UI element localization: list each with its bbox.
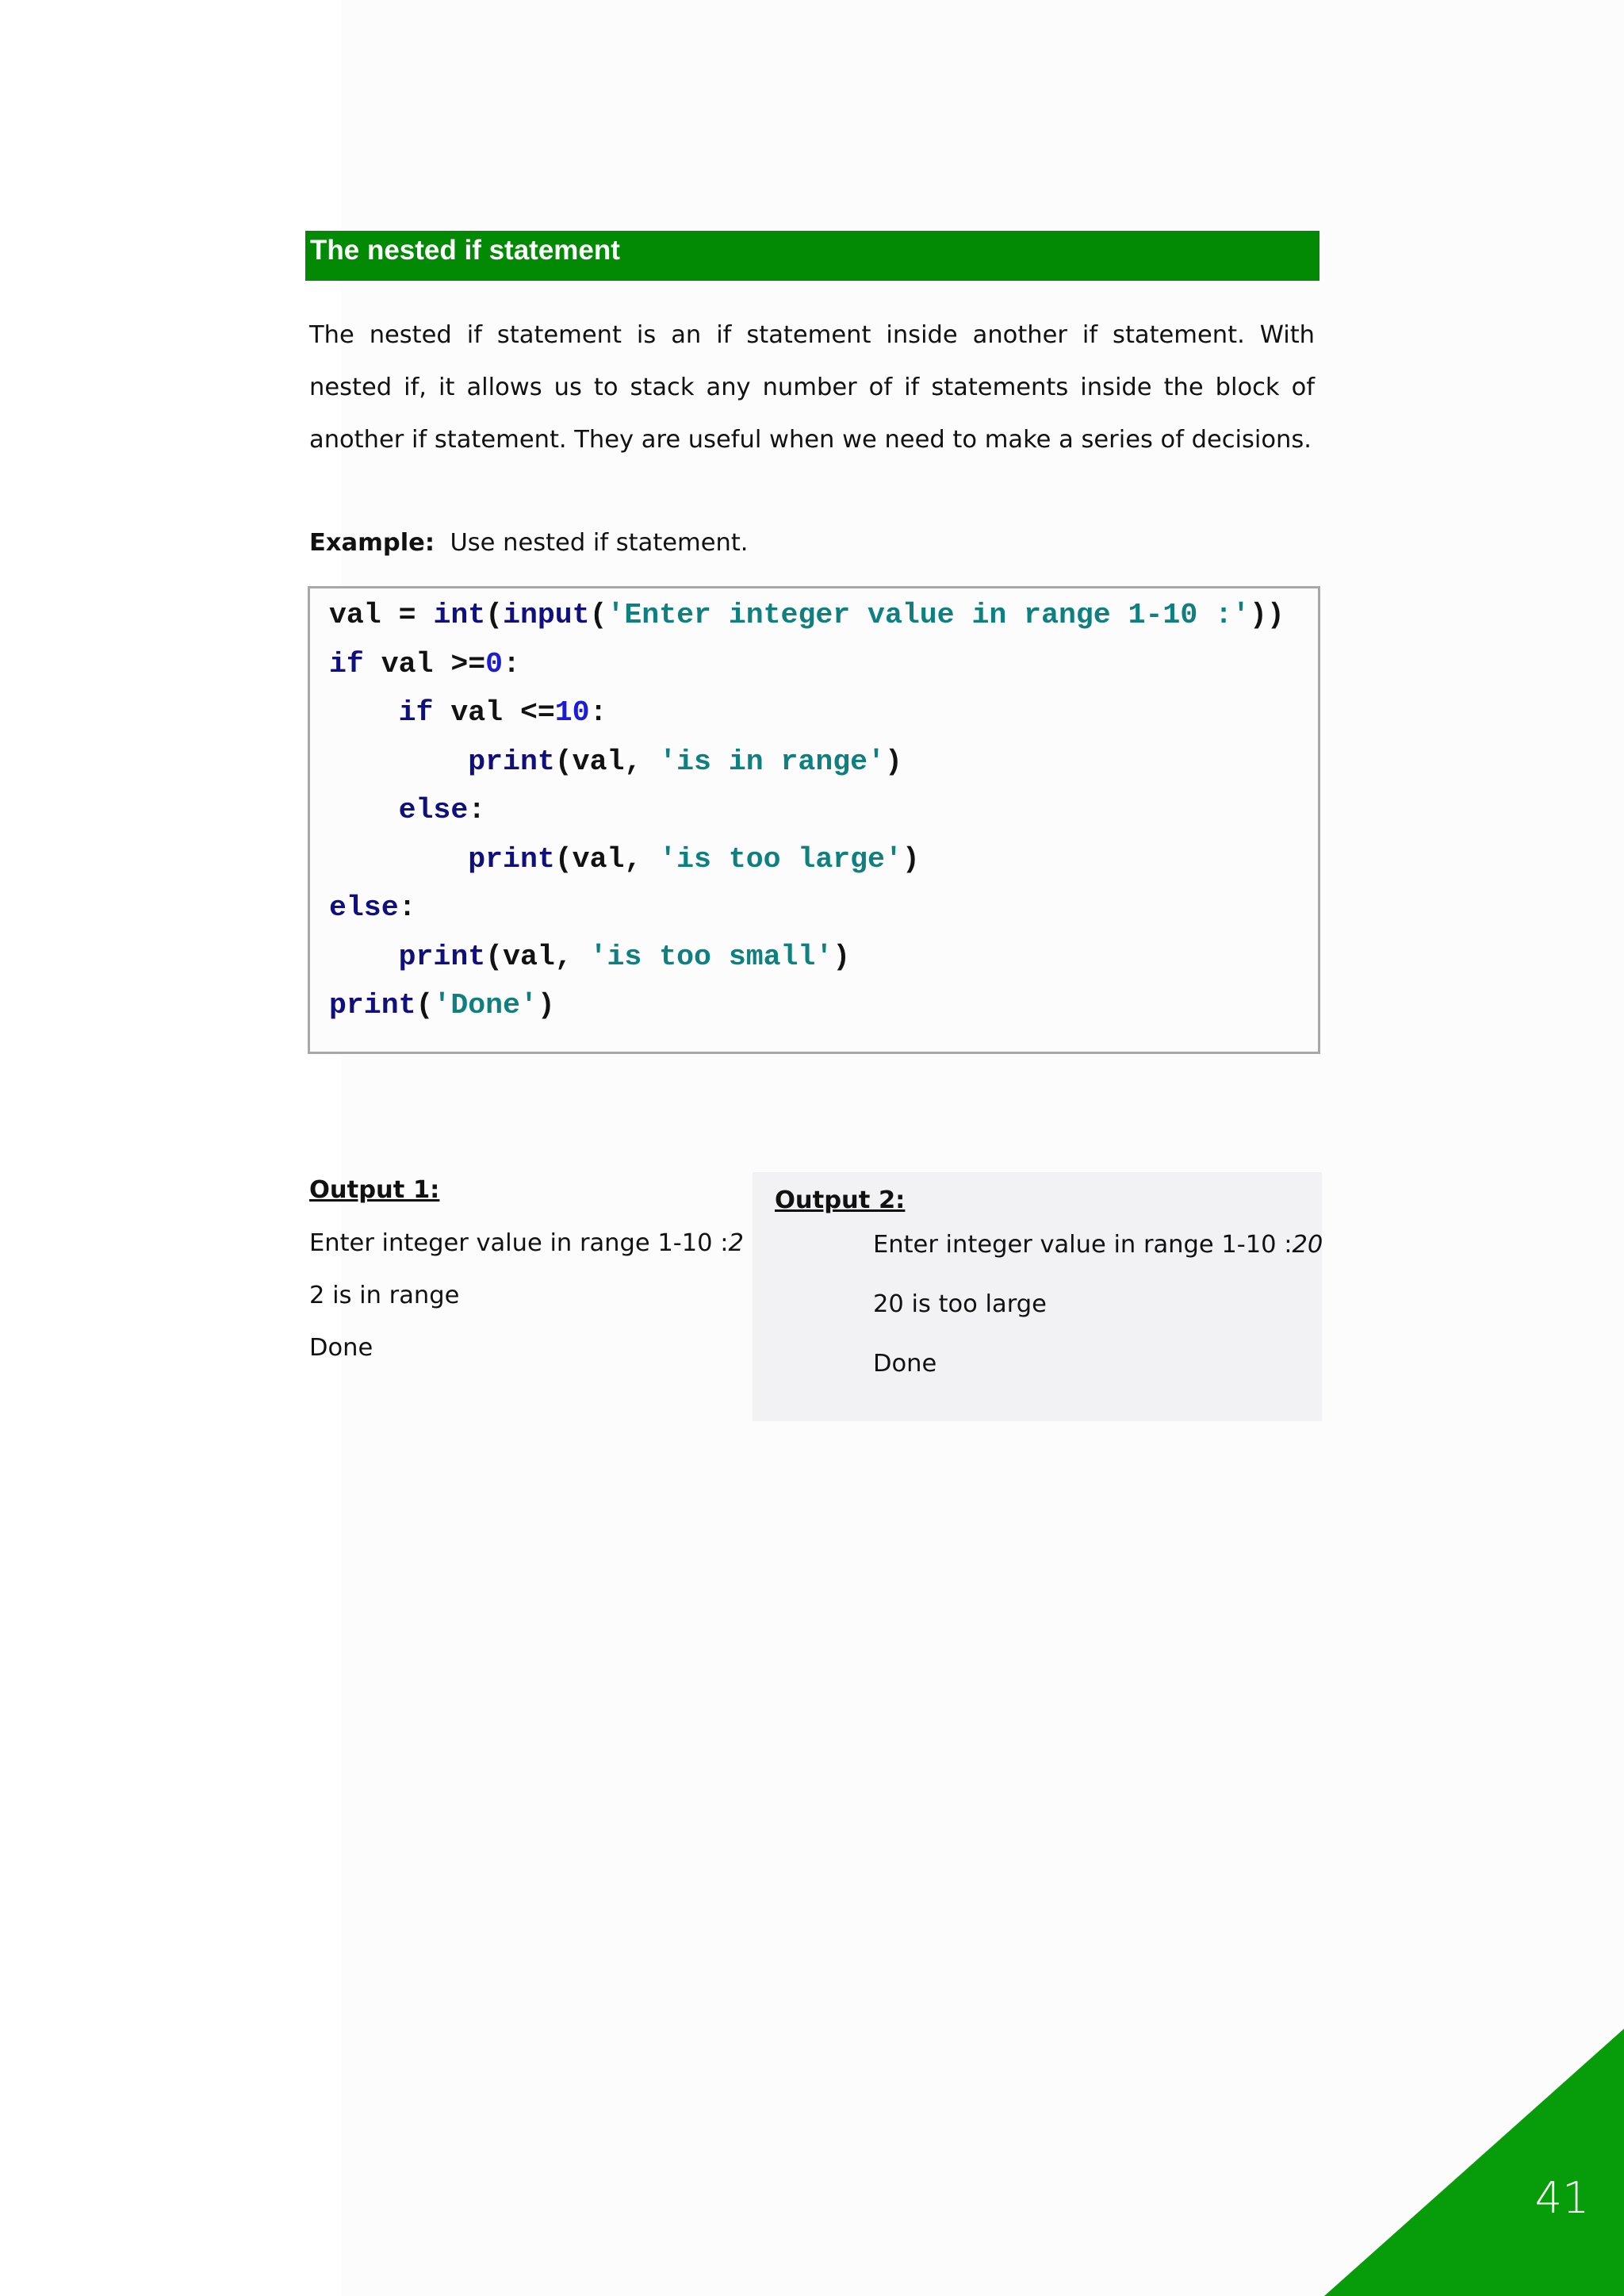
code-line: [329, 598, 1285, 633]
code-token-plain: [433, 696, 450, 729]
code-token-num: 0: [485, 647, 504, 680]
code-token-plain: :: [398, 891, 416, 924]
code-token-plain: [329, 696, 399, 729]
code-token-plain: (: [485, 940, 504, 973]
code-token-plain: ): [833, 940, 851, 973]
page-corner-triangle: [1324, 2029, 1624, 2296]
example-line: [309, 519, 749, 568]
code-line: [329, 988, 555, 1023]
code-token-kw: else: [329, 891, 399, 924]
code-token-kw: print: [329, 989, 416, 1022]
code-token-str: 'Done': [433, 989, 538, 1022]
code-token-kw: input: [503, 599, 590, 631]
code-token-plain: (: [485, 599, 504, 631]
code-token-plain: val: [381, 647, 434, 680]
code-token-str: 'is in range': [659, 745, 885, 778]
code-token-plain: >=: [433, 647, 486, 680]
code-token-plain: (: [554, 842, 573, 876]
code-token-plain: =: [381, 599, 434, 631]
output2-panel: [753, 1172, 1322, 1421]
code-token-kw: if: [398, 696, 434, 729]
code-token-plain: ): [884, 745, 902, 778]
code-line: [329, 696, 607, 730]
output2-result: 20 is too large: [873, 1290, 1047, 1318]
code-token-kw: print: [468, 842, 555, 876]
code-token-plain: ,: [624, 745, 660, 778]
intro-paragraph: The nested if statement is an if statement inside another if statement. With nested if, it allows us to stack any number of if statements inside the block of another if statement. They are useful when we need to make a series of decisions.: [309, 321, 1315, 454]
output2-input: 20: [1292, 1231, 1323, 1259]
code-line: [329, 745, 902, 780]
output2-done: Done: [873, 1350, 937, 1378]
page-margin: [0, 0, 341, 2296]
code-token-plain: val: [450, 696, 504, 729]
code-token-kw: int: [433, 599, 486, 631]
output1-title: Output 1:: [309, 1176, 440, 1204]
section-header-bar: [305, 231, 1320, 281]
code-token-plain: :: [503, 647, 520, 680]
code-token-plain: ): [537, 989, 555, 1022]
output2-prompt: Enter integer value in range 1-10 :: [873, 1231, 1293, 1259]
output1-input: 2: [728, 1229, 744, 1257]
code-token-plain: ,: [554, 940, 590, 973]
code-token-plain: <=: [503, 696, 555, 729]
output1-prompt: Enter integer value in range 1-10 :: [309, 1229, 729, 1257]
section-title: The nested if statement: [310, 235, 620, 266]
code-token-str: 'is too small': [589, 940, 833, 973]
code-token-plain: [329, 843, 468, 876]
code-token-kw: if: [329, 647, 364, 680]
code-token-plain: [329, 941, 399, 973]
corner-triangle-shape: [1324, 2029, 1624, 2296]
code-token-str: 'is too large': [659, 842, 902, 876]
output1-result: 2 is in range: [309, 1282, 460, 1309]
page-number: 41: [1534, 2173, 1590, 2223]
output1-done: Done: [309, 1334, 373, 1362]
code-token-str: 'Enter integer value in range 1-10 :': [607, 599, 1250, 631]
output1-prompt-line: [309, 1228, 744, 1259]
code-token-plain: :: [589, 696, 607, 729]
code-token-plain: ,: [624, 842, 660, 876]
code-line: [329, 842, 920, 877]
code-line: [329, 940, 850, 975]
code-token-kw: print: [468, 745, 555, 778]
code-token-kw: else: [398, 794, 469, 826]
example-text: Use nested if statement.: [450, 529, 749, 557]
code-token-plain: ): [902, 842, 920, 876]
code-token-plain: val: [503, 940, 555, 973]
code-line: [329, 647, 520, 682]
code-token-plain: [329, 794, 399, 826]
code-token-plain: [329, 746, 468, 778]
code-token-plain: val: [572, 842, 625, 876]
code-token-plain: val: [329, 599, 381, 631]
code-token-kw: print: [398, 940, 486, 973]
code-token-plain: (: [416, 989, 434, 1022]
example-label: Example:: [309, 529, 435, 557]
code-token-num: 10: [554, 696, 590, 729]
code-token-plain: (: [589, 599, 607, 631]
code-token-plain: [364, 648, 381, 680]
code-token-plain: val: [572, 745, 625, 778]
code-line: [329, 793, 485, 828]
code-token-plain: )): [1249, 599, 1285, 631]
output2-title: Output 2:: [775, 1186, 906, 1214]
code-line: [329, 891, 416, 926]
code-token-plain: (: [554, 745, 573, 778]
code-block: [308, 586, 1320, 1054]
output2-prompt-line: [873, 1229, 1323, 1261]
code-token-plain: :: [468, 794, 486, 826]
